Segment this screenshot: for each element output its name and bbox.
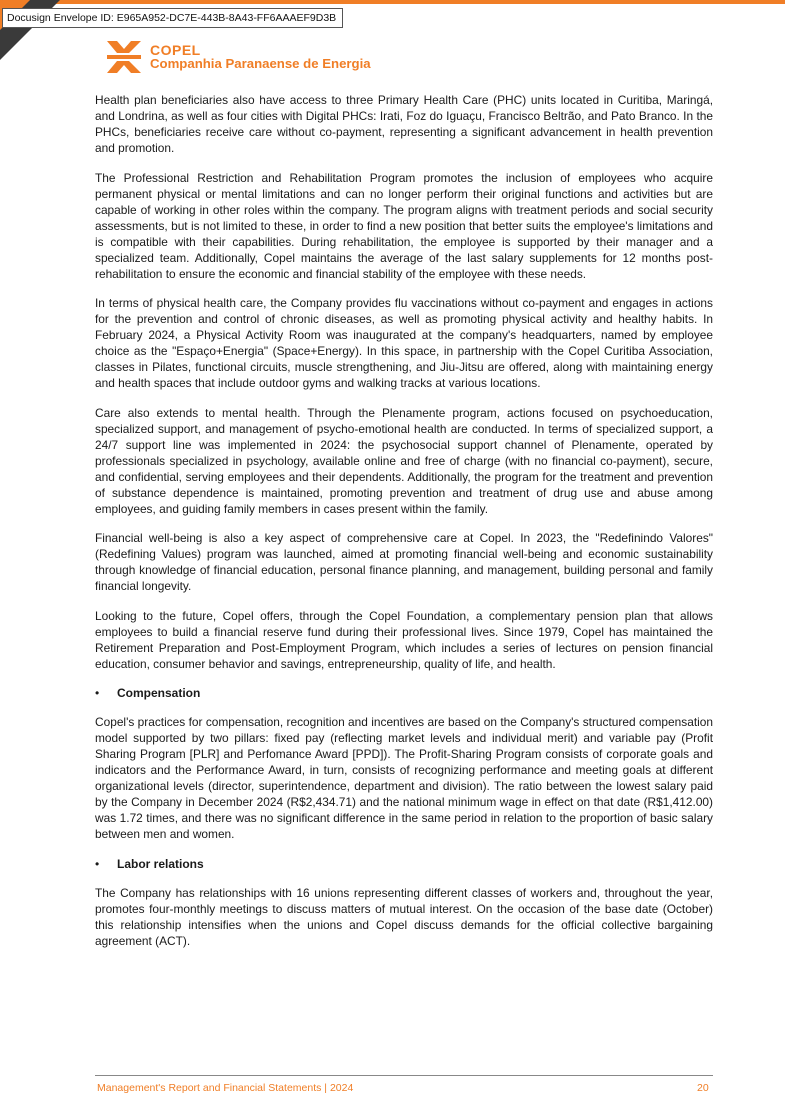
paragraph-compensation: Copel's practices for compensation, recognition and incentives are based on the Company's structured compensation model supported by two pillars: fixed pay (reflecting market levels and individual merit) and variable pay (Profit Sharing Program [PLR] and Perfomance Award [PPD]). The Profit-Sharing Program consists of corporate goals and indicators and the Performance Award, in turn, consists of recognizing performance and meeting goals at different organizational levels (director, superintendence, department and division). The ratio between the lowest salary paid by the Company in December 2024 (R$2,434.71) and the national minimum wage in effect on that date (R$1,412.00) was 1.72 times, and there was no significant difference in the same period in relation to the proportion of basic salary between men and women. <box>95 715 713 841</box>
copel-logo-mark-icon <box>105 39 143 75</box>
labor-heading: Labor relations <box>117 856 204 871</box>
bullet: • <box>95 856 100 871</box>
footer-title: Management's Report and Financial Statements | 2024 <box>97 1082 354 1094</box>
paragraph-labor-relations: The Company has relationships with 16 unions representing different classes of workers and, throughout the year, promotes four-monthly meetings to discuss matters of mutual interest. On the occasion of the base date (October) this relationship intensifies when the unions and Copel discuss demands for the official collective bargaining agreement (ACT). <box>95 885 713 948</box>
page-number: 20 <box>697 1082 709 1094</box>
paragraph-phc-units: Health plan beneficiaries also have access to three Primary Health Care (PHC) units located in Curitiba, Maringá, and Londrina, as well as four cities with Digital PHCs: Irati, Foz do Iguaçu, Francisco Beltrão, and Pato Branco. In the PHCs, beneficiaries receive care without co-payment, representing a significant advancement in health prevention and promotion. <box>95 93 713 155</box>
paragraph-pension-plan: Looking to the future, Copel offers, through the Copel Foundation, a complementary pension plan that allows employees to build a financial reserve fund during their professional lives. Since 1979, Copel has maintained the Retirement Preparation and Post-Employment Program, which includes a series of lectures on pension financial education, consumer behavior and savings, entrepreneurship, quality of life, and health. <box>95 608 713 671</box>
docusign-envelope-id: Docusign Envelope ID: E965A952-DC7E-443B-8A43-FF6AAAEF9D3B <box>2 8 343 28</box>
paragraph-mental-health: Care also extends to mental health. Through the Plenamente program, actions focused on psychoeducation, specialized support, and management of psycho-emotional health are conducted. In terms of specialized support, a 24/7 support line was implemented in 2024: the psychosocial support channel of Plenamente, operated by professionals specialized in psychology, available online and free of charge (with no financial co-payment), secure, and confidential, serving employees and their dependents. Additionally, the program for the treatment and prevention of substance dependence is maintained, promoting prevention and treatment of drug use and abuse among employees, and guiding family members in cases present within the family. <box>95 405 713 516</box>
footer-divider <box>95 1075 713 1076</box>
compensation-heading: Compensation <box>117 686 201 700</box>
paragraph-financial-wellbeing: Financial well-being is also a key aspect of comprehensive care at Copel. In 2023, the "Redefinindo Valores" (Redefining Values) program was launched, aimed at promoting financial well-being and economic sustainability through knowledge of financial education, personal finance planning, and management, building personal and family financial longevity. <box>95 531 713 593</box>
top-accent-bar <box>0 0 785 4</box>
section-heading-labor-relations <box>95 856 713 872</box>
logo-text <box>150 43 371 71</box>
report-body <box>95 92 713 962</box>
logo-name: COPEL <box>150 42 201 58</box>
logo-subtitle: Companhia Paranaense de Energia <box>150 56 371 71</box>
paragraph-physical-health: In terms of physical health care, the Company provides flu vaccinations without co-payment and engages in actions for the prevention and control of chronic diseases, as well as promoting physical activity and healthy habits. In February 2024, a Physical Activity Room was inaugurated at the company's headquarters, named by employee choice as the "Espaço+Energia" (Space+Energy). In this space, in partnership with the Copel Curitiba Association, classes in Pilates, functional circuits, muscle strengthening, and Jiu-Jitsu are offered, along with maintaining energy and health spaces that include outdoor gyms and walking tracks at various locations. <box>95 296 713 390</box>
section-heading-compensation <box>95 685 713 701</box>
paragraph-rehabilitation-program: The Professional Restriction and Rehabilitation Program promotes the inclusion of employees who acquire permanent physical or mental limitations and can no longer perform their original functions and activities but are capable of working in other roles within the company. The program aligns with treatment periods and social security assessments, but is not limited to these, in order to find a new position that better suits the employee's limitations and is compatible with their capabilities. During rehabilitation, the employee is supported by their manager and a specialized team. Additionally, Copel maintains the average of the last salary supplements for 12 months post-rehabilitation to ensure the economic and financial stability of the employee with these needs. <box>95 170 713 281</box>
bullet: • <box>95 686 100 700</box>
company-logo <box>105 39 371 75</box>
